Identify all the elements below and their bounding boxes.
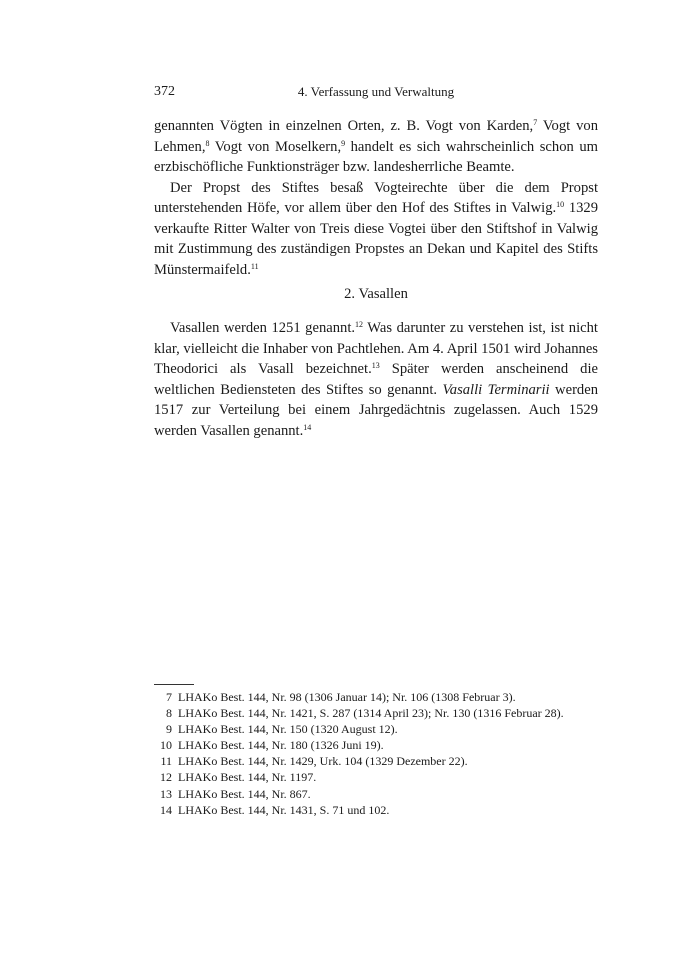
footnotes — [154, 689, 598, 818]
text-run: Vogt von Lehmen, — [154, 118, 598, 155]
footnote-text: LHAKo Best. 144, Nr. 150 (1320 August 12). — [178, 722, 398, 737]
text-run: 1329 verkaufte Ritter Walter von Treis diese Vogtei über den Stiftshof in Valwig mit Zustimmung des zuständigen Propstes an Dekan und Kapitel des Stifts Münstermaifeld. — [154, 200, 599, 278]
footnote-number: 10 — [160, 738, 172, 753]
footnote — [154, 689, 598, 705]
footnote-text: LHAKo Best. 144, Nr. 180 (1326 Juni 19). — [178, 738, 384, 753]
footnote-number: 13 — [160, 786, 172, 801]
footnote — [154, 721, 598, 737]
footnote-ref: 7 — [533, 118, 538, 127]
section-text — [154, 318, 598, 441]
page-number: 372 — [154, 84, 175, 99]
footnote-text: LHAKo Best. 144, Nr. 1431, S. 71 und 102. — [178, 802, 390, 817]
page-header — [154, 84, 598, 104]
footnote-number: 8 — [166, 706, 172, 721]
footnote-text: LHAKo Best. 144, Nr. 1197. — [178, 770, 317, 785]
footnote — [154, 737, 598, 753]
footnote-ref: 12 — [355, 320, 364, 329]
footnote-divider — [154, 684, 194, 685]
footnote-ref: 9 — [341, 138, 346, 148]
text-run: Vasallen werden 1251 genannt. — [170, 320, 356, 336]
footnote-number: 12 — [160, 770, 172, 785]
italic-term: Vasalli Terminarii — [442, 381, 550, 398]
footnote-number: 7 — [166, 690, 172, 704]
text-run: handelt es sich wahrscheinlich schon um erzbischöfliche Funktionsträger bzw. landesherrliche Beamte. — [154, 138, 598, 175]
text-run: Der Propst des Stiftes besaß Vogteirechte über die dem Propst unterstehenden Höfe, vor allem über den Hof des Stiftes in Valwig. — [154, 179, 598, 216]
text-run: werden 1517 zur Verteilung bei einem Jahrgedächtnis zugelassen. Auch 1529 werden Vasallen genannt. — [154, 381, 598, 439]
footnote-text: LHAKo Best. 144, Nr. 1421, S. 287 (1314 April 23); Nr. 130 (1316 Februar 28). — [178, 706, 564, 721]
footnote-ref: 14 — [303, 422, 312, 432]
footnote-number: 11 — [160, 754, 172, 769]
text-run: Was darunter zu verstehen ist, ist nicht klar, vielleicht die Inhaber von Pachtlehen. Am 4. April 1501 wird Johannes Theodorici als Vasall bezeichnet. — [154, 320, 598, 377]
section-heading: 2. Vasallen — [344, 286, 408, 302]
footnote-number: 9 — [166, 722, 172, 737]
footnote-ref: 13 — [371, 361, 380, 370]
running-head: 4. Verfassung und Verwaltung — [297, 84, 455, 99]
footnote — [154, 705, 598, 721]
footnote-text: LHAKo Best. 144, Nr. 98 (1306 Januar 14); Nr. 106 (1308 Februar 3). — [178, 690, 516, 704]
footnote-number: 14 — [160, 802, 172, 817]
text-run: genannten Vögten in einzelnen Orten, z. B. Vogt von Karden, — [154, 118, 534, 134]
footnote — [154, 802, 598, 818]
footnote-ref: 10 — [556, 200, 565, 209]
paragraph — [154, 116, 598, 178]
text-run: Vogt von Moselkern, — [209, 138, 342, 155]
footnote-text: LHAKo Best. 144, Nr. 867. — [178, 786, 311, 801]
body-text — [154, 116, 598, 280]
footnote-ref: 11 — [250, 261, 259, 271]
text-run: Später werden anscheinend die weltlichen Bediensteten des Stiftes so genannt. — [154, 361, 598, 398]
footnote — [154, 786, 598, 802]
footnote — [154, 753, 598, 769]
footnote — [154, 769, 598, 785]
paragraph — [154, 178, 598, 281]
footnote-text: LHAKo Best. 144, Nr. 1429, Urk. 104 (1329 Dezember 22). — [178, 754, 468, 769]
footnote-ref: 8 — [205, 138, 210, 148]
paragraph — [154, 318, 598, 441]
